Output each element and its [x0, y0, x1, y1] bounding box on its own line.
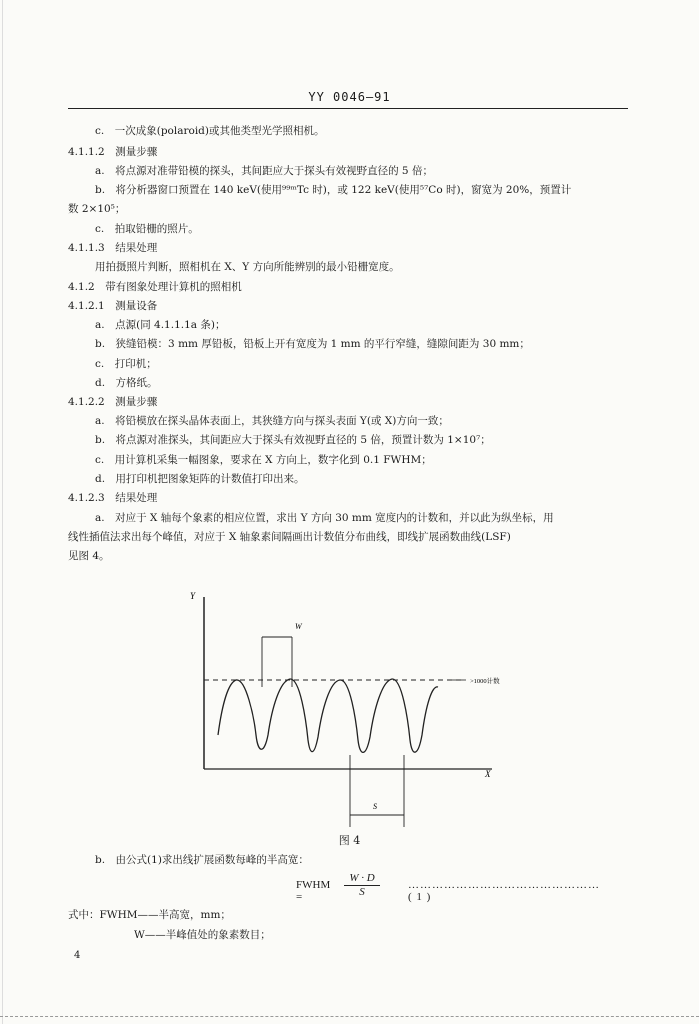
- y-axis-label: Y: [190, 591, 196, 601]
- equip-b: b. 狭缝铅模：3 mm 厚铅板，铅板上开有宽度为 1 mm 的平行窄缝，缝隙间距为 30 mm；: [95, 338, 530, 350]
- heading-4-1-2-3: 4.1.2.3 结果处理: [68, 492, 158, 504]
- result-b: b. 由公式(1)求出线扩展函数每峰的半高宽：: [95, 854, 309, 866]
- heading-4-1-2-2: 4.1.2.2 测量步骤: [68, 396, 158, 408]
- item-c-camera: c. 一次成象(polaroid)或其他类型光学照相机。: [95, 125, 325, 137]
- where-fwhm: 式中：FWHM——半高宽，mm；: [68, 909, 231, 921]
- s-label: S: [373, 802, 377, 811]
- lsf-curve: [218, 679, 438, 752]
- equip-c: c. 打印机；: [95, 358, 157, 370]
- result-text: 用拍摄照片判断，照相机在 X、Y 方向所能辨别的最小铅栅宽度。: [95, 261, 400, 273]
- page-header-code: YY 0046—91: [308, 90, 391, 104]
- step-a: a. 将点源对准带铅模的探头，其间距应大于探头有效视野直径的 5 倍；: [95, 165, 433, 177]
- equip-d: d. 方格纸。: [95, 377, 158, 389]
- formula-leader-dots: …………………………………………( 1 ): [408, 879, 600, 903]
- proc-a: a. 将铅模放在探头晶体表面上，其狭缝方向与探头表面 Y(或 X)方向一致；: [95, 415, 449, 427]
- formula-lhs: FWHM =: [296, 879, 331, 903]
- heading-4-1-1-2: 4.1.1.2 测量步骤: [68, 146, 158, 158]
- formula-fraction: [344, 872, 380, 899]
- formula-denominator: S: [359, 886, 365, 898]
- equip-a: a. 点源(同 4.1.1.1a 条)；: [95, 319, 226, 331]
- page-number: 4: [74, 950, 81, 961]
- result-a-1: a. 对应于 X 轴每个象素的相应位置，求出 Y 方向 30 mm 宽度内的计数和，并以此为纵坐标，用: [95, 512, 554, 524]
- figure-caption: 图 4: [338, 834, 361, 847]
- heading-4-1-2-1: 4.1.2.1 测量设备: [68, 300, 158, 312]
- proc-b: b. 将点源对准探头，其间距应大于探头有效视野直径的 5 倍，预置计数为 1×10⁷；: [95, 434, 491, 446]
- step-c: c. 拍取铅栅的照片。: [95, 223, 199, 235]
- heading-4-1-2: 4.1.2 带有图象处理计算机的照相机: [68, 281, 242, 293]
- formula-numerator: W · D: [344, 872, 380, 886]
- step-b: b. 将分析器窗口预置在 140 keV(使用⁹⁹ᵐTc 时)，或 122 keV(使用⁵⁷Co 时)，窗宽为 20%，预置计: [95, 184, 572, 196]
- header-rule: [68, 108, 628, 109]
- threshold-label: >1000计数: [470, 678, 500, 685]
- proc-c: c. 用计算机采集一幅图象，要求在 X 方向上，数字化到 0.1 FWHM；: [95, 454, 432, 466]
- proc-d: d. 用打印机把图象矩阵的计数值打印出来。: [95, 473, 305, 485]
- lsf-figure: [180, 585, 510, 830]
- w-label: W: [295, 622, 302, 631]
- where-w: W——半峰值处的象素数目；: [134, 929, 271, 941]
- formula-number: ( 1 ): [408, 891, 432, 903]
- x-axis-label: X: [485, 769, 491, 779]
- scan-bottom-edge: [0, 1016, 699, 1017]
- scan-edge: [2, 0, 3, 1024]
- result-a-2: 线性插值法求出每个峰值，对应于 X 轴象素间隔画出计数值分布曲线，即线扩展函数曲线(LSF): [68, 531, 511, 543]
- result-a-3: 见图 4。: [68, 550, 110, 562]
- step-b-cont: 数 2×10⁵；: [68, 203, 126, 215]
- heading-4-1-1-3: 4.1.1.3 结果处理: [68, 242, 158, 254]
